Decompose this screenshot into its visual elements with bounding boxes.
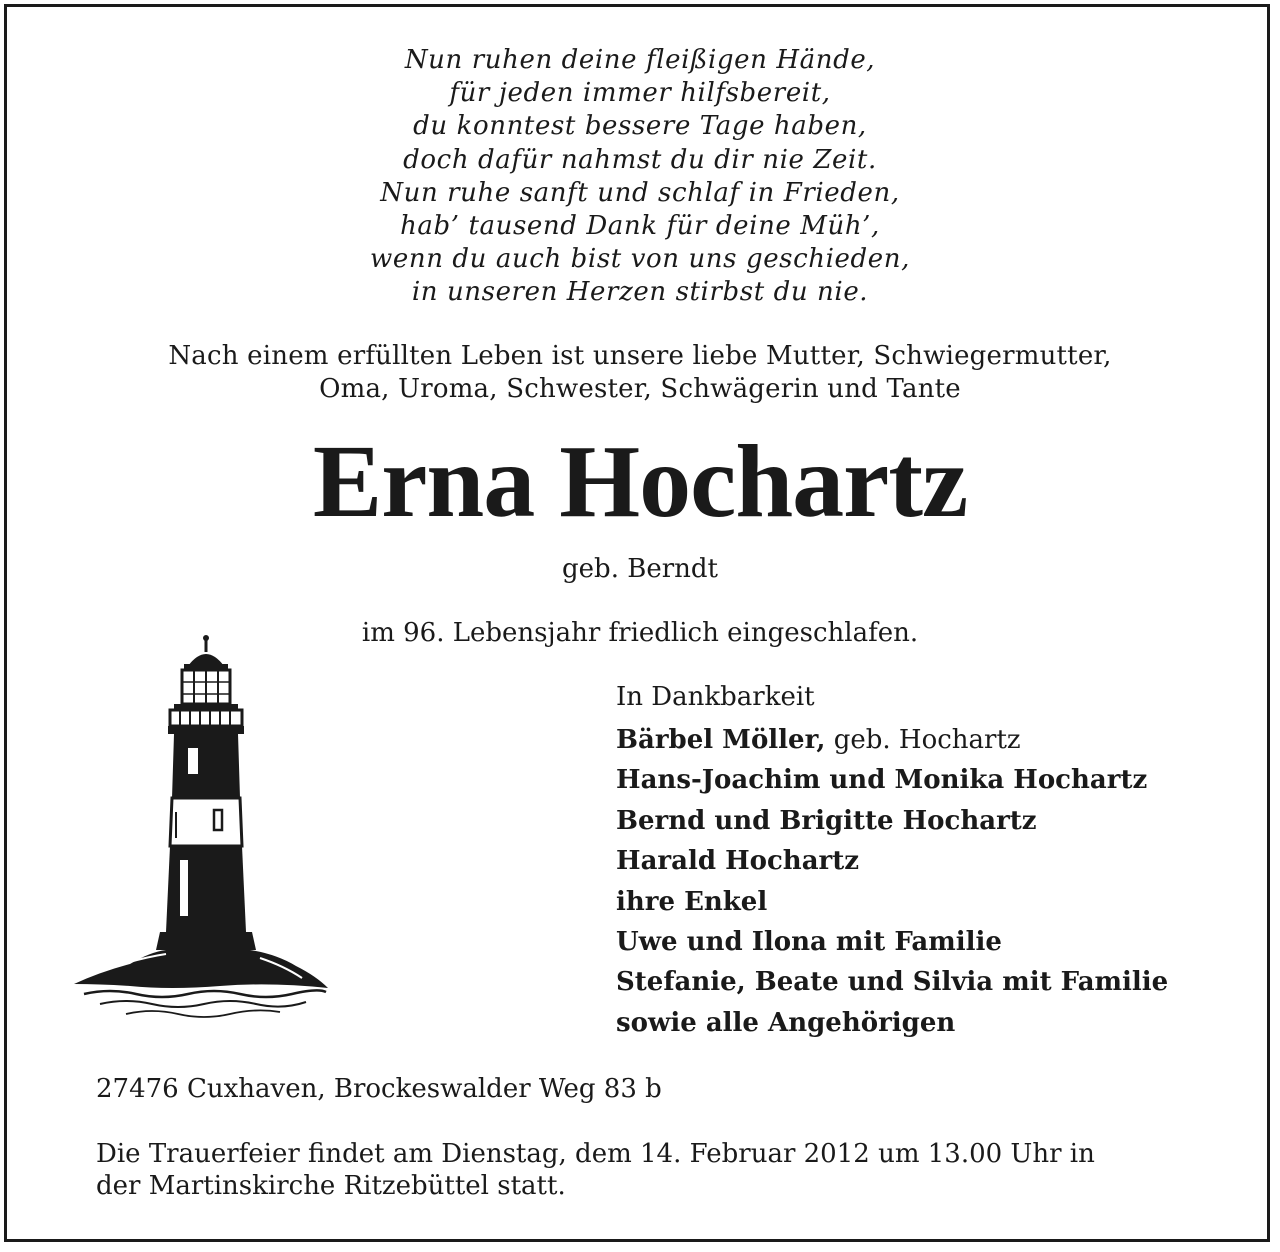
mourner-name: ihre Enkel [616, 886, 768, 917]
mourner-entry [616, 720, 1256, 760]
mourner-entry [616, 760, 1256, 800]
poem-line: du konntest bessere Tage haben, [413, 111, 867, 142]
mourner-name: Bärbel Möller, [616, 725, 826, 755]
poem [0, 44, 1280, 310]
mourner-entry [616, 801, 1256, 841]
service-line: der Martinskirche Ritzebüttel statt. [96, 1171, 566, 1201]
intro-line: Nach einem erfüllten Leben ist unsere liebe Mutter, Schwiegermutter, [168, 341, 1112, 371]
mourner-name: Harald Hochartz [616, 846, 860, 877]
mourner-entry [616, 922, 1256, 962]
intro-text [0, 340, 1280, 406]
mourner-name: Uwe und Ilona mit Familie [616, 927, 1002, 958]
maiden-name: geb. Berndt [562, 554, 718, 584]
age-note: im 96. Lebensjahr friedlich eingeschlafen. [361, 618, 919, 648]
poem-line: Nun ruhe sanft und schlaf in Frieden, [380, 177, 900, 208]
mourner-entry [616, 1003, 1256, 1043]
poem-line: wenn du auch bist von uns geschieden, [370, 244, 910, 275]
address: 27476 Cuxhaven, Brockeswalder Weg 83 b [96, 1074, 662, 1104]
lighthouse-icon [70, 632, 332, 1022]
poem-line: in unseren Herzen stirbst du nie. [411, 277, 869, 308]
mourner-name: sowie alle Angehörigen [616, 1007, 956, 1038]
poem-line: doch dafür nahmst du dir nie Zeit. [403, 144, 877, 175]
poem-line: Nun ruhen deine fleißigen Hände, [404, 45, 876, 75]
mourner-name: Hans-Joachim und Monika Hochartz [616, 765, 1148, 796]
mourners-list [616, 680, 1256, 1043]
mourner-suffix: geb. Hochartz [825, 725, 1021, 755]
poem-line: hab’ tausend Dank für deine Müh’, [400, 211, 880, 242]
mourner-entry [616, 841, 1256, 881]
mourner-entry [616, 962, 1256, 1002]
service-line: Die Trauerfeier findet am Dienstag, dem 14. Februar 2012 um 13.00 Uhr in [96, 1139, 1095, 1169]
mourner-name: Bernd und Brigitte Hochartz [616, 805, 1037, 836]
service-info [96, 1138, 1206, 1202]
mourner-name: Stefanie, Beate und Silvia mit Familie [616, 967, 1169, 998]
gratitude-heading: In Dankbarkeit [616, 682, 815, 712]
poem-line: für jeden immer hilfsbereit, [449, 78, 831, 109]
deceased-name: Erna Hochartz [312, 424, 968, 539]
intro-line: Oma, Uroma, Schwester, Schwägerin und Tante [319, 374, 961, 404]
mourner-entry [616, 882, 1256, 922]
